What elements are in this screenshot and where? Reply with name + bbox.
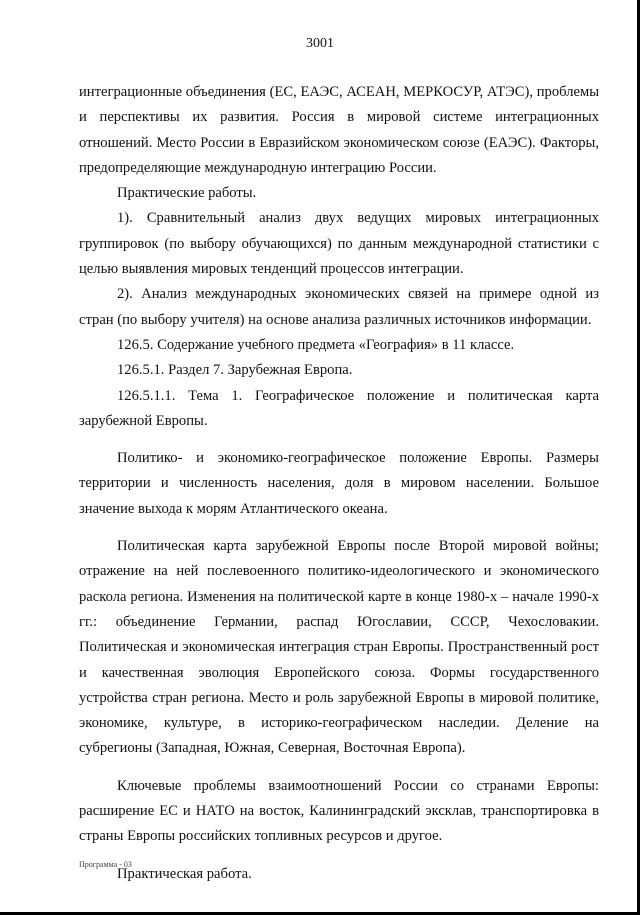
paragraph-topic-heading: 126.5.1.1. Тема 1. Географическое положение и политическая карта зарубежной Европы. xyxy=(79,387,599,429)
paragraph-practical-work-2: 2). Анализ международных экономических связей на примере одной из стран (по выбору учителя) на основе анализа различных источников информации. xyxy=(79,286,599,328)
paragraph-section-heading: 126.5.1. Раздел 7. Зарубежная Европа. xyxy=(117,362,353,379)
paragraph-political-map: Политическая карта зарубежной Европы после Второй мировой войны; отражение на ней послевоенного политико-идеологического и экономического раскола региона. Изменения на политической карте в конце 1980-х – начале 1990-х гг.: объединение Германии, распад Югославии, СССР, Чехословакии. Политическая и экономическая интеграция стран Европы. Пространственный рост и качественная эволюция Европейского союза. Формы государственного устройства стран региона. Место и роль зарубежной Европы в мировой политике, экономике, культуре, в историко-географическом наследии. Деление на субрегионы (Западная, Южная, Северная, Восточная Европа). xyxy=(79,538,599,757)
paragraph-practical-work-heading: Практическая работа. xyxy=(117,865,252,882)
paragraph-geographic-position: Политико- и экономико-географическое положение Европы. Размеры территории и численность населения, доля в мировом населении. Большое значение выхода к морям Атлантического океана. xyxy=(79,450,599,517)
footer-program-label: Программа - 03 xyxy=(79,860,132,869)
document-body xyxy=(79,80,599,887)
page-number: 3001 xyxy=(306,36,334,51)
paragraph-subject-content-heading: 126.5. Содержание учебного предмета «География» в 11 классе. xyxy=(117,336,515,353)
paragraph-practical-works-heading: Практические работы. xyxy=(117,185,257,202)
paragraph-integration-associations: интеграционные объединения (ЕС, ЕАЭС, АСЕАН, МЕРКОСУР, АТЭС), проблемы и перспективы их развития. Россия в мировой системе интеграционных отношений. Место России в Евразийском экономическом союзе (ЕАЭС). Факторы, предопределяющие международную интеграцию России. xyxy=(79,84,599,176)
paragraph-key-problems: Ключевые проблемы взаимоотношений России со странами Европы: расширение ЕС и НАТО на восток, Калининградский эксклав, транспортировка в страны Европы российских топливных ресурсов и другое. xyxy=(79,777,599,845)
paragraph-practical-work-1: 1). Сравнительный анализ двух ведущих мировых интеграционных группировок (по выбору обучающихся) по данным международной статистики с целью выявления мировых тенденций процессов интеграции. xyxy=(79,210,599,278)
